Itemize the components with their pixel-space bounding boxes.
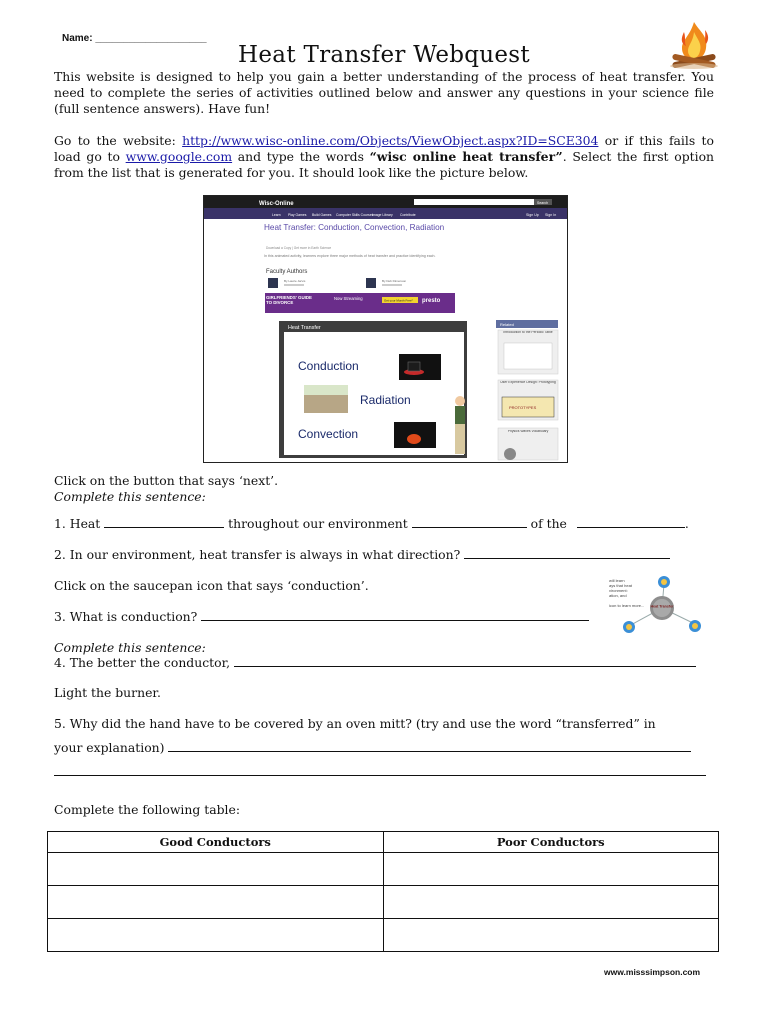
go-to-text: Go to the website: [54, 133, 183, 148]
wisc-online-logo: Wisc-Online [259, 201, 294, 207]
question-2 [54, 547, 714, 562]
faculty-heading: Faculty Authors [266, 269, 308, 275]
wisc-online-link[interactable]: http://www.wisc-online.com/Objects/ViewObject.aspx?ID=SCE304 [182, 133, 599, 148]
radiation-button[interactable]: Radiation [360, 393, 411, 407]
table-cell[interactable] [383, 886, 719, 919]
footer-website: www.misssimpson.com [604, 967, 701, 977]
diagram-caption-line: ation, and [609, 593, 627, 598]
table-cell[interactable] [48, 853, 384, 886]
answer-blank[interactable] [577, 516, 685, 528]
answer-blank[interactable] [201, 609, 589, 621]
table-header-row [48, 832, 719, 853]
related-item-two[interactable]: User Experience Design: Prototyping [500, 381, 556, 384]
instruction-complete-sentence-2: Complete this sentence: [54, 640, 206, 655]
website-screenshot [203, 195, 568, 463]
convection-button[interactable]: Convection [298, 427, 359, 441]
instructions-paragraph [54, 133, 714, 181]
instruction-complete-table: Complete the following table: [54, 802, 241, 817]
site-nav-item[interactable]: Computer Skills Courses [336, 213, 374, 217]
lesson-title: Heat Transfer: Conduction, Convection, Radiation [264, 223, 445, 232]
instruction-light-burner: Light the burner. [54, 685, 161, 700]
instruction-click-saucepan: Click on the saucepan icon that says ‘conduction’. [54, 578, 369, 593]
lesson-meta: Download a Copy | Get more in Earth Science [266, 246, 332, 250]
question-1-part-d: . [684, 516, 689, 531]
answer-blank[interactable] [464, 547, 670, 559]
question-1-part-c: of the [526, 516, 571, 531]
diagram-caption-line: icon to learn more... [609, 603, 645, 608]
table-row [48, 886, 719, 919]
intro-paragraph: This website is designed to help you gain a better understanding of the process of heat transfer. You need to complete the series of activities outlined below and answer any questions in your science file (full sentence answers). Have fun! [54, 69, 714, 116]
answer-blank[interactable] [168, 740, 691, 752]
site-nav-item[interactable]: Play Games [288, 213, 307, 217]
question-1-part-b: throughout our environment [224, 516, 412, 531]
advert-tagline: Now Streaming [334, 296, 363, 301]
question-5-line-2 [54, 740, 714, 755]
poor-conductors-header: Poor Conductors [383, 832, 719, 853]
author-one: By Laurie Jarvis [284, 279, 306, 283]
related-item-one[interactable]: Introduction to the Periodic Table [503, 331, 553, 334]
name-field-label: Name: ____________________ [62, 33, 207, 44]
diagram-caption-line: will learn [609, 578, 625, 583]
answer-blank[interactable] [104, 516, 224, 528]
signup-link[interactable]: Sign Up [526, 213, 539, 217]
conduction-button[interactable]: Conduction [298, 359, 359, 373]
search-button[interactable]: Search [537, 201, 549, 205]
author-two: By Deb Dimenson [382, 279, 407, 283]
player-header: Heat Transfer [288, 325, 321, 331]
good-conductors-header: Good Conductors [48, 832, 384, 853]
signin-link[interactable]: Sign In [545, 213, 557, 217]
diagram-caption-line: vironment: [609, 588, 628, 593]
question-3-text: 3. What is conduction? [54, 609, 202, 624]
question-5-line-1: 5. Why did the hand have to be covered by an oven mitt? (try and use the word “transferred” in [54, 716, 656, 731]
fallback-text: or if this fails to load go to [54, 133, 714, 164]
related-item-three[interactable]: Physics Waves Vocabulary [507, 430, 549, 433]
page-title: Heat Transfer Webquest [238, 42, 530, 68]
advert-show-title: GIRLFRIENDS' GUIDE TO DIVORCE [266, 295, 312, 305]
table-row [48, 853, 719, 886]
instruction-complete-sentence: Complete this sentence: [54, 489, 206, 504]
question-2-text: 2. In our environment, heat transfer is always in what direction? [54, 547, 465, 562]
advert-cta[interactable]: Get your Month Free* [384, 298, 413, 303]
question-1 [54, 516, 714, 531]
instruction-click-next: Click on the button that says ‘next’. [54, 473, 279, 488]
site-nav-item[interactable]: Learn [272, 213, 281, 217]
select-option-text: . Select the first option from the list that is generated for you. It should look like the picture below. [54, 149, 715, 180]
question-5-line-3 [54, 764, 714, 779]
advert-brand: presto [422, 298, 441, 304]
table-row [48, 919, 719, 952]
table-cell[interactable] [48, 886, 384, 919]
table-cell[interactable] [48, 919, 384, 952]
answer-blank[interactable] [54, 764, 706, 776]
table-cell[interactable] [383, 853, 719, 886]
conductors-table [47, 831, 719, 952]
diagram-center-label: Heat Transfer [650, 604, 674, 609]
question-1-part-a: 1. Heat [54, 516, 105, 531]
question-4 [54, 655, 714, 670]
question-4-text: 4. The better the conductor, [54, 655, 235, 670]
answer-blank[interactable] [234, 655, 696, 667]
prototypes-tag: PROTOTYPES [509, 405, 537, 410]
diagram-caption-line: ays that heat [609, 583, 632, 588]
table-cell[interactable] [383, 919, 719, 952]
related-heading: Related [500, 322, 514, 327]
site-nav-item[interactable]: Build Games [312, 213, 332, 217]
site-nav-item[interactable]: Contribute [400, 213, 416, 217]
lesson-description: In this animated activity, learners explore three major methods of heat transfer and practice identifying each. [264, 254, 436, 258]
search-words: “wisc online heat transfer” [369, 149, 563, 164]
campfire-icon [664, 18, 724, 70]
google-link[interactable]: www.google.com [125, 149, 233, 164]
heat-transfer-diagram [607, 572, 710, 638]
answer-blank[interactable] [412, 516, 527, 528]
question-5-text: your explanation) [54, 740, 169, 755]
type-words-text: and type the words [232, 149, 370, 164]
site-nav-item[interactable]: Image Library [372, 213, 393, 217]
